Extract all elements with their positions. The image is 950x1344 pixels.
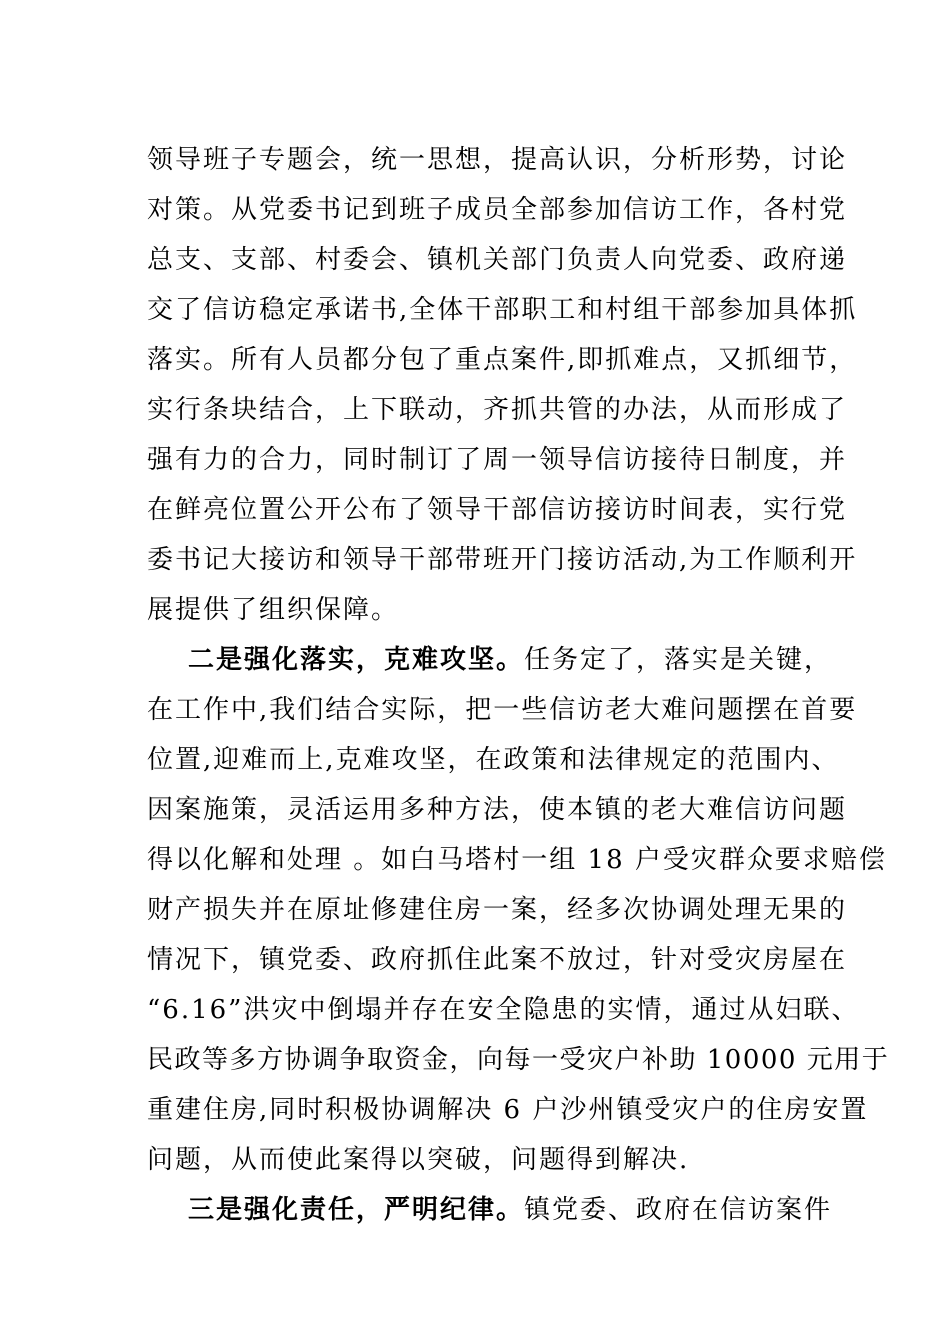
- text-line: 得以化解和处理 。如白马塔村一组 18 户受灾群众要求赔偿: [147, 845, 887, 875]
- text-line: 民政等多方协调争取资金，向每一受灾户补助 10000 元用于: [147, 1045, 890, 1075]
- paragraph-first-line: [188, 640, 888, 680]
- text-line: 落实。所有人员都分包了重点案件,即抓难点，又抓细节，: [147, 345, 858, 375]
- text-line: 财产损失并在原址修建住房一案，经多次协调处理无果的: [147, 895, 848, 925]
- text-line: 交了信访稳定承诺书,全体干部职工和村组干部参加具体抓: [147, 295, 858, 325]
- text-line: 位置,迎难而上,克难攻坚，在政策和法律规定的范围内、: [147, 745, 840, 775]
- text-line: 在鲜亮位置公开公布了领导干部信访接访时间表，实行党: [147, 495, 848, 525]
- text-line: “6.16”洪灾中倒塌并存在安全隐患的实情，通过从妇联、: [147, 995, 860, 1025]
- text-line: 在工作中,我们结合实际，把一些信访老大难问题摆在首要: [147, 695, 858, 725]
- text-line: 委书记大接访和领导干部带班开门接访活动,为工作顺利开: [147, 545, 858, 575]
- text-run: 镇党委、政府在信访案件: [524, 1195, 833, 1225]
- text-line: 总支、支部、村委会、镇机关部门负责人向党委、政府递: [147, 245, 848, 275]
- text-line: 问题，从而使此案得以突破，问题得到解决.: [147, 1145, 690, 1175]
- paragraph-heading: 三是强化责任，严明纪律。: [188, 1195, 525, 1225]
- paragraph-heading: 二是强化落实，克难攻坚。: [188, 645, 525, 675]
- text-line: 展提供了组织保障。: [147, 595, 400, 625]
- text-line: 对策。从党委书记到班子成员全部参加信访工作，各村党: [147, 195, 848, 225]
- text-line: 强有力的合力，同时制订了周一领导信访接待日制度，并: [147, 445, 848, 475]
- text-run: 任务定了，落实是关键，: [524, 645, 833, 675]
- text-line: 领导班子专题会，统一思想，提高认识，分析形势，讨论: [147, 145, 848, 175]
- text-line: 实行条块结合，上下联动，齐抓共管的办法，从而形成了: [147, 395, 848, 425]
- text-line: 情况下，镇党委、政府抓住此案不放过，针对受灾房屋在: [147, 945, 848, 975]
- text-line: 因案施策，灵活运用多种方法，使本镇的老大难信访问题: [147, 795, 848, 825]
- text-line: 重建住房,同时积极协调解决 6 户沙州镇受灾户的住房安置: [147, 1095, 869, 1125]
- paragraph-first-line: [188, 1190, 888, 1230]
